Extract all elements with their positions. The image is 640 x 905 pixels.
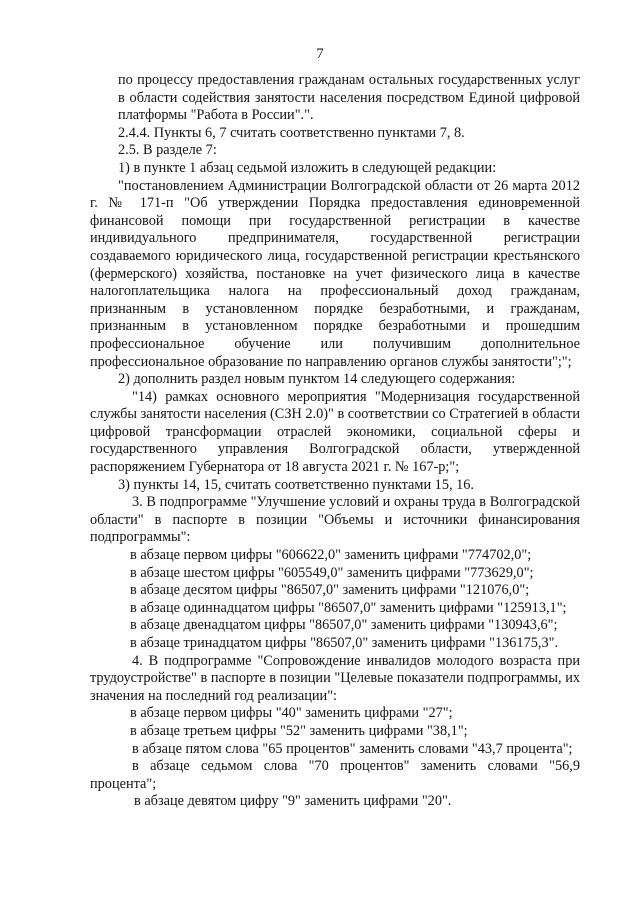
paragraph: по процессу предоставления гражданам остальных государственных услуг в области содействия занятости населения посредством Единой цифровой платформы "Работа в России".". xyxy=(118,72,580,124)
paragraph: в абзаце третьем цифры "52" заменить цифрами "38,1"; xyxy=(130,722,468,739)
paragraph: 3) пункты 14, 15, считать соответственно пунктами 15, 16. xyxy=(118,476,474,493)
paragraph: 4. В подпрограмме "Сопровождение инвалидов молодого возраста при трудоустройстве" в паспорте в позиции "Целевые показатели подпрограммы, их значения на последний год реализации": xyxy=(90,652,580,704)
paragraph: в абзаце тринадцатом цифры "86507,0" заменить цифрами "136175,3". xyxy=(130,635,559,651)
paragraph: в абзаце девятом цифру "9" заменить цифрами "20". xyxy=(134,793,452,810)
paragraph: в абзаце двенадцатом цифры "86507,0" заменить цифрами "130943,6"; xyxy=(130,617,558,634)
paragraph: 2) дополнить раздел новым пунктом 14 следующего содержания: xyxy=(118,371,516,388)
paragraph: в абзаце первом цифры "40" заменить цифрами "27"; xyxy=(130,705,453,722)
paragraph: в абзаце десятом цифры "86507,0" заменить цифрами "121076,0"; xyxy=(130,582,530,599)
document-body xyxy=(90,72,580,811)
paragraph: 2.4.4. Пункты 6, 7 считать соответственно пунктами 7, 8. xyxy=(118,124,465,141)
paragraph: в абзаце шестом цифры "605549,0" заменить цифрами "773629,0"; xyxy=(130,564,534,581)
paragraph: "постановлением Администрации Волгоградской области от 26 марта 2012 г. № 171-п "Об утверждении Порядка предоставления единовременной финансовой помощи при государственной регистрации в качестве индивидуального предпринимателя, государственной регистрации создаваемого юридического лица, государственной регистрации крестьянского (фермерского) хозяйства, постановке на учет физического лица в качестве налогоплательщика налога на профессиональный доход гражданам, признанным в установленном порядке безработными, и гражданам, признанным в установленном порядке безработными и прошедшим профессиональное обучение или получившим дополнительное профессиональное образование по направлению органов службы занятости";"; xyxy=(90,177,580,370)
paragraph: в абзаце одиннадцатом цифры "86507,0" заменить цифрами "125913,1"; xyxy=(130,599,567,616)
paragraph: 3. В подпрограмме "Улучшение условий и охраны труда в Волгоградской области" в паспорте в позиции "Объемы и источники финансирования подпрограммы": xyxy=(90,494,580,546)
paragraph: в абзаце седьмом слова "70 процентов" заменить словами "56,9 процента"; xyxy=(90,758,580,792)
paragraph: 2.5. В разделе 7: xyxy=(118,142,217,159)
paragraph: 1) в пункте 1 абзац седьмой изложить в следующей редакции: xyxy=(118,159,497,176)
paragraph: в абзаце первом цифры "606622,0" заменить цифрами "774702,0"; xyxy=(130,547,532,564)
page-number: 7 xyxy=(316,46,324,62)
paragraph: в абзаце пятом слова "65 процентов" заменить словами "43,7 процента"; xyxy=(132,740,573,757)
paragraph: "14) рамках основного мероприятия "Модернизация государственной службы занятости населения (СЗН 2.0)" в соответствии со Стратегией в области цифровой трансформации отраслей экономики, социальной сферы и государственного управления Волгоградской области, утвержденной распоряжением Губернатора от 18 августа 2021 г. № 167-р;"; xyxy=(90,388,580,476)
